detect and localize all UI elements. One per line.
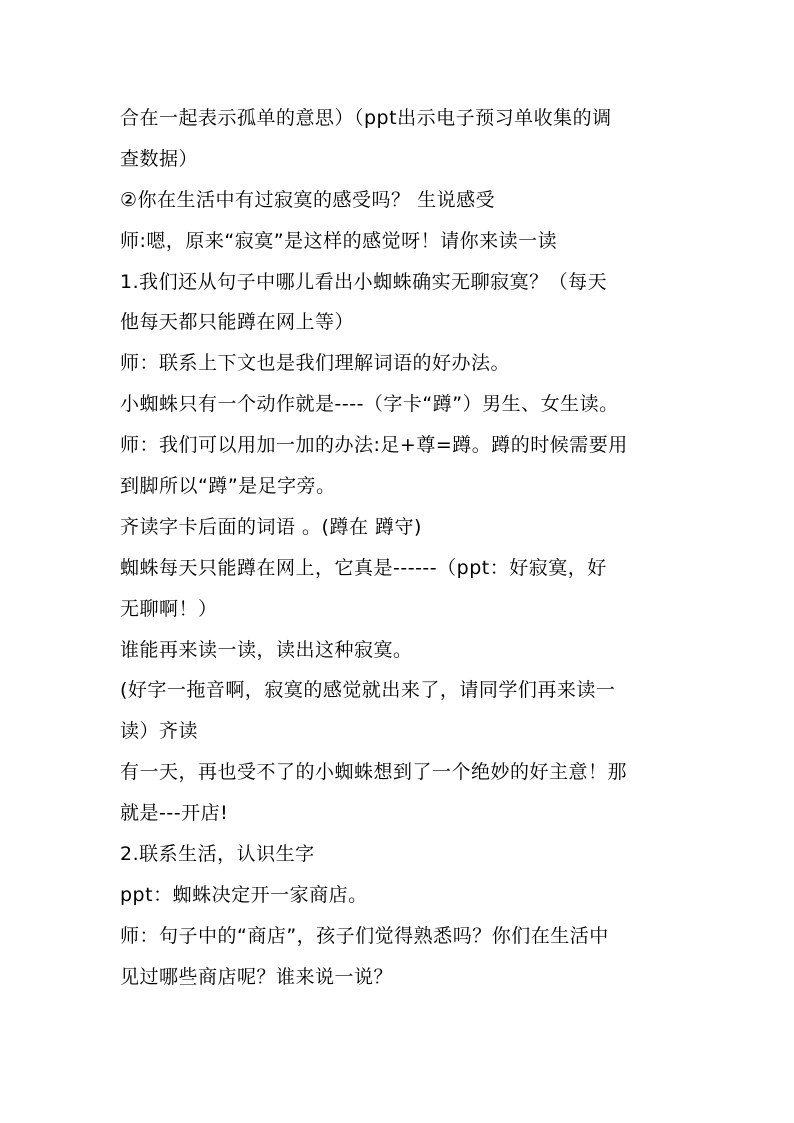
text-line: 到脚所以“蹲”是足字旁。 [120, 475, 336, 498]
document-body [120, 98, 680, 998]
text-line: 1.我们还从句子中哪儿看出小蜘蛛确实无聊寂寞？（每天 [120, 270, 608, 293]
text-line: ②你在生活中有过寂寞的感受吗？ 生说感受 [120, 188, 496, 211]
text-line: (好字一拖音啊，寂寞的感觉就出来了，请同学们再来读一 [120, 679, 616, 702]
text-line: 见过哪些商店呢？谁来说一说？ [120, 965, 394, 988]
text-line: 合在一起表示孤单的意思）（ppt出示电子预习单收集的调 [120, 107, 612, 129]
text-line: 读）齐读 [120, 720, 199, 743]
text-line: 无聊啊！） [120, 597, 218, 620]
text-line: 师：我们可以用加一加的办法:足+尊=蹲。蹲的时候需要用 [120, 434, 628, 457]
text-line: 齐读字卡后面的词语 。(蹲在 蹲守) [120, 515, 422, 538]
text-line: 师：句子中的“商店”，孩子们觉得熟悉吗？你们在生活中 [120, 924, 609, 947]
text-line: ppt：蜘蛛决定开一家商店。 [120, 883, 368, 906]
text-line: 有一天，再也受不了的小蜘蛛想到了一个绝妙的好主意！那 [120, 761, 628, 784]
text-line: 就是---开店! [120, 802, 229, 825]
text-line: 师:嗯，原来“寂寞”是这样的感觉呀！请你来读一读 [120, 229, 558, 252]
text-line: 小蜘蛛只有一个动作就是----（字卡“蹲”）男生、女生读。 [120, 393, 619, 416]
text-line: 2.联系生活，认识生字 [120, 843, 315, 866]
text-line: 查数据） [120, 147, 199, 170]
text-line: 师：联系上下文也是我们理解词语的好办法。 [120, 352, 511, 375]
text-line: 谁能再来读一读，读出这种寂寞。 [120, 638, 413, 661]
text-line: 他每天都只能蹲在网上等） [120, 311, 355, 334]
text-line: 蜘蛛每天只能蹲在网上，它真是------（ppt：好寂寞，好 [120, 556, 607, 579]
